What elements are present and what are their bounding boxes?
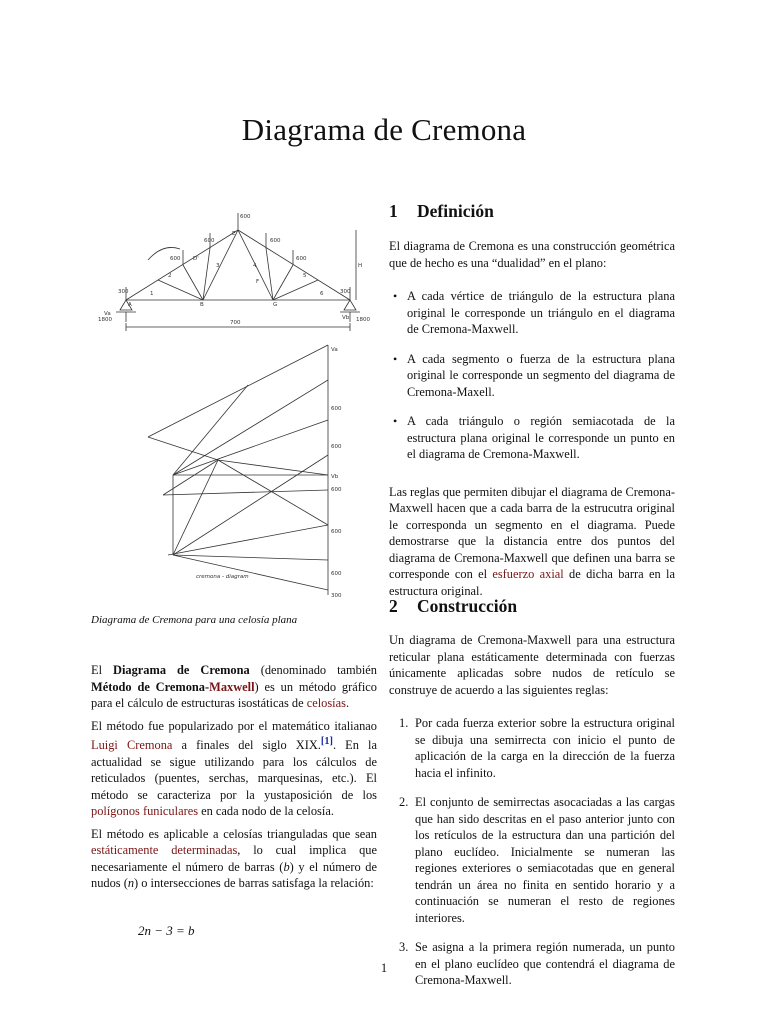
cremona-label: 600 [331, 571, 342, 577]
cremona-diagram [148, 345, 328, 595]
truss-label: 300 [340, 289, 351, 295]
truss-label: H [358, 263, 363, 269]
truss-label: B [200, 302, 204, 308]
cremona-label: Va [331, 347, 338, 353]
formula: 2n − 3 = b [138, 923, 195, 938]
definition-bullet-list [389, 288, 675, 463]
left-column [91, 662, 377, 892]
esfuerzo-axial-link[interactable]: esfuerzo axial [492, 567, 564, 581]
maxwell-link[interactable]: Maxwell [209, 679, 255, 694]
truss-label: D' [193, 256, 199, 262]
history-paragraph: El método fue popularizado por el matemático italianao Luigi Cremona a finales del siglo XIX.[1]. En la actualidad se sigue utilizando para los cálculos de reticulados (puentes, serchas, marquesinas, etc.). El método se caracteriza por la yustaposición de los polígonos funiculares en cada nodo de la celosía. [91, 718, 377, 819]
poligonos-funiculares-link[interactable]: polígonos funiculares [91, 804, 199, 819]
applicability-paragraph: El método es aplicable a celosías trianguladas que sean estáticamente determinadas, lo cual implica que necesariamente el número de barras (b) y el número de nudos (n) o intersecciones de barras satisfaga la relación: [91, 826, 377, 891]
section-heading-construccion: 2 Construcción [389, 596, 518, 616]
cremona-label: 600 [331, 529, 342, 535]
truss-label: A [128, 302, 132, 308]
estaticamente-determinadas-link[interactable]: estáticamente determinadas [91, 843, 238, 858]
truss-label: Vb [342, 315, 350, 321]
figure-caption: Diagrama de Cremona para una celosía plana [91, 614, 298, 626]
page-title: Diagrama de Cremona [241, 112, 527, 147]
definition-section [389, 238, 675, 599]
truss-label: 1800 [98, 317, 112, 323]
luigi-cremona-link[interactable]: Luigi Cremona [91, 738, 173, 753]
construction-steps-list [389, 715, 675, 989]
list-item: 1. Por cada fuerza exterior sobre la estructura original se dibuja una semirrecta con inicio el punto de aplicación de la carga en la dirección de la fuerza hacia el infinito. [399, 716, 675, 780]
cremona-figure [88, 205, 388, 605]
list-item: • A cada segmento o fuerza de la estructura plana original le corresponde un segmento del diagrama de Cremona-Maxell. [389, 351, 675, 401]
truss-label: 1 [150, 291, 154, 297]
cremona-label: Vb [331, 474, 339, 480]
truss-label: E [232, 231, 236, 237]
list-item: • A cada triángulo o región semiacotada de la estructura plana original le corresponde un punto en el diagrama de Cremona-Maxwell. [389, 413, 675, 463]
reference-link[interactable]: [1] [320, 736, 333, 747]
definition-paragraph: El diagrama de Cremona es una construcción geométrica que de hecho es una “dualidad” en el plano: [389, 239, 675, 270]
construction-section [389, 632, 675, 989]
intro-paragraph: El Diagrama de Cremona (denominado también Método de Cremona-Maxwell) es un método gráfico para el cálculo de estructuras isostáticas de celosías. [91, 663, 377, 710]
cremona-label: 600 [331, 406, 342, 412]
truss-label: 300 [118, 289, 129, 295]
truss-label: 3 [216, 263, 220, 269]
truss-label: 600 [170, 256, 181, 262]
cremona-label: 600 [331, 444, 342, 450]
list-item: 2. El conjunto de semirrectas asocaciadas a las cargas que han sido descritas en el paso anterior junto con los retículos de la estructura dan una partición del plano euclídeo. Inicialmente se numeran las regiones exteriores o semiacotadas que en general tendrán un área no finita en sentido horario y a continuación se numeran el resto de regiones interiores. [399, 795, 675, 925]
rules-paragraph: Las reglas que permiten dibujar el diagrama de Cremona-Maxwell hacen que a cada barra de la estrucutra original le corresponda un segmento en el diagrama. Puede demostrarse que la distancia entre dos puntos del diagrama de Cremona-Maxwell que definen una barra se corresponde con el esfuerzo axial de dicha barra en la estructura original. [389, 484, 675, 598]
truss-label: 2 [168, 273, 172, 279]
truss-label: 600 [270, 238, 281, 244]
truss-label: 6 [320, 291, 324, 297]
truss-label: 600 [296, 256, 307, 262]
truss-label: 5 [303, 273, 307, 279]
list-item: • A cada vértice de triángulo de la estructura plana original le corresponde un triángulo en el diagrama de Cremona-Maxwell. [389, 288, 675, 338]
list-item: 3. Se asigna a la primera región numerada, un punto en el plano euclídeo que contendrá el diagrama de Cremona-Maxwell. [399, 940, 675, 987]
construction-paragraph: Un diagrama de Cremona-Maxwell para una estructura reticular plana estáticamente determinada con fuerzas únicamente aplicadas sobre nudos de retículo se construye de acuerdo a las siguientes reglas: [389, 633, 675, 697]
cremona-caption: cremona - diagram [196, 574, 249, 580]
truss-label: 4 [253, 263, 257, 269]
cremona-label: 300 [331, 593, 342, 599]
truss-label: F [256, 279, 260, 285]
celosias-link[interactable]: celosías [306, 696, 346, 710]
truss-label: 1800 [356, 317, 370, 323]
truss-label: 600 [204, 238, 215, 244]
page-number: 1 [380, 961, 388, 975]
truss-label: 700 [230, 320, 241, 326]
cremona-label: 600 [331, 487, 342, 493]
truss-label: G [273, 302, 278, 308]
truss-label: Va [104, 311, 111, 317]
truss-label: 600 [240, 214, 251, 220]
section-heading-definicion: 1 Definición [389, 201, 494, 221]
